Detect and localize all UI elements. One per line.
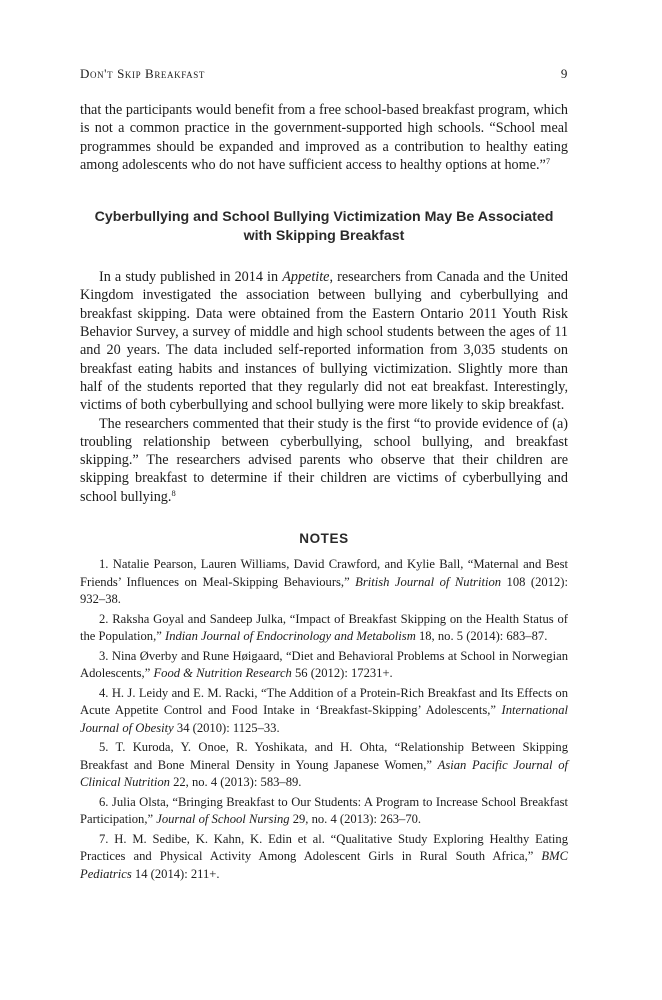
note-journal: Asian Pacific Journal of Clinical Nutrition <box>80 757 568 790</box>
note-journal: Food & Nutrition Research <box>153 666 292 681</box>
note-journal: Indian Journal of Endocrinology and Metabolism <box>165 629 416 644</box>
page-number: 9 <box>560 66 568 81</box>
note-item <box>80 556 568 609</box>
note-journal: Journal of School Nursing <box>156 812 290 827</box>
paragraph-text: In a study published in 2014 in <box>99 269 283 286</box>
note-item <box>80 831 568 884</box>
note-item <box>80 794 568 829</box>
note-text: 29, no. 4 (2013): 263–70. <box>289 812 422 827</box>
section-heading: Cyberbullying and School Bullying Victimization May Be Associated with Skipping Breakfast <box>94 209 554 245</box>
note-text: 6. Julia Olsta, “Bringing Breakfast to Our Students: A Program to Increase School Breakfast Participation,” <box>80 794 568 827</box>
note-item <box>80 611 568 646</box>
running-head <box>80 66 568 82</box>
note-item <box>80 685 568 738</box>
journal-title: Appetite <box>282 269 330 286</box>
intro-paragraph-text: that the participants would benefit from a free school-based breakfast program, which is not a common practice in the government-supported high schools. “School meal programmes should be expanded and improved as a contribution to healthy eating among adolescents who do not have sufficient access to healthy options at home.” <box>80 102 568 173</box>
note-text: 5. T. Kuroda, Y. Onoe, R. Yoshikata, and H. Ohta, “Relationship Between Skipping Breakfast and Bone Mineral Density in Young Japanese Women,” <box>80 740 568 772</box>
body-paragraph <box>80 415 568 506</box>
note-text: 56 (2012): 17231+. <box>291 666 393 681</box>
note-item <box>80 648 568 683</box>
footnote-ref: 7 <box>545 155 551 166</box>
running-head-title: Don't Skip Breakfast <box>80 66 205 81</box>
note-text: 4. H. J. Leidy and E. M. Racki, “The Addition of a Protein-Rich Breakfast and Its Effects on Acute Appetite Control and Food Intake in ‘Breakfast-Skipping’ Adolescents,” <box>80 685 568 718</box>
body-paragraph <box>80 268 568 414</box>
page-content <box>80 101 568 885</box>
note-journal: BMC Pediatrics <box>80 849 568 881</box>
note-text: 3. Nina Øverby and Rune Høigaard, “Diet and Behavioral Problems at School in Norwegian Adolescents,” <box>80 648 568 681</box>
note-journal: British Journal of Nutrition <box>355 574 502 589</box>
intro-paragraph <box>80 101 568 174</box>
note-text: 1. Natalie Pearson, Lauren Williams, David Crawford, and Kylie Ball, “Maternal and Best Friends’ Influences on Meal-Skipping Behaviours,” <box>80 557 568 589</box>
note-text: 22, no. 4 (2013): 583–89. <box>169 775 302 790</box>
note-text: 34 (2010): 1125–33. <box>173 720 280 735</box>
note-text: 2. Raksha Goyal and Sandeep Julka, “Impact of Breakfast Skipping on the Health Status of the Population,” <box>80 611 568 644</box>
paragraph-text: , researchers from Canada and the United Kingdom investigated the association between bullying and cyberbullying and breakfast skipping. Data were obtained from the Eastern Ontario 2011 Youth Risk Behavior Survey, a survey of middle and high school students between the ages of 11 and 20 years. The data included self-reported information from 3,035 students on breakfast eating habits and instances of bullying victimization. Slightly more than half of the students reported that they regularly did not eat breakfast. Interestingly, victims of both cyberbullying and school bullying were more likely to skip breakfast. <box>80 269 568 414</box>
footnote-ref: 8 <box>171 487 176 498</box>
note-text: 108 (2012): 932–38. <box>80 574 568 607</box>
notes-heading: NOTES <box>299 531 349 547</box>
note-text: 18, no. 5 (2014): 683–87. <box>415 629 548 644</box>
paragraph-text: The researchers commented that their study is the first “to provide evidence of (a) troubling relationship between cyberbullying, school bullying, and breakfast skipping.” The researchers advised parents who observe that their children are skipping breakfast to determine if their children are victims of cyberbullying and school bullying. <box>80 415 568 505</box>
note-journal: International Journal of Obesity <box>80 703 568 735</box>
note-text: 14 (2014): 211+. <box>131 866 220 881</box>
note-text: 7. H. M. Sedibe, K. Kahn, K. Edin et al. “Qualitative Study Exploring Healthy Eating Practices and Physical Activity Among Adolescent Girls in Rural South Africa,” <box>80 831 568 864</box>
notes-list <box>80 556 568 883</box>
note-item <box>80 739 568 792</box>
